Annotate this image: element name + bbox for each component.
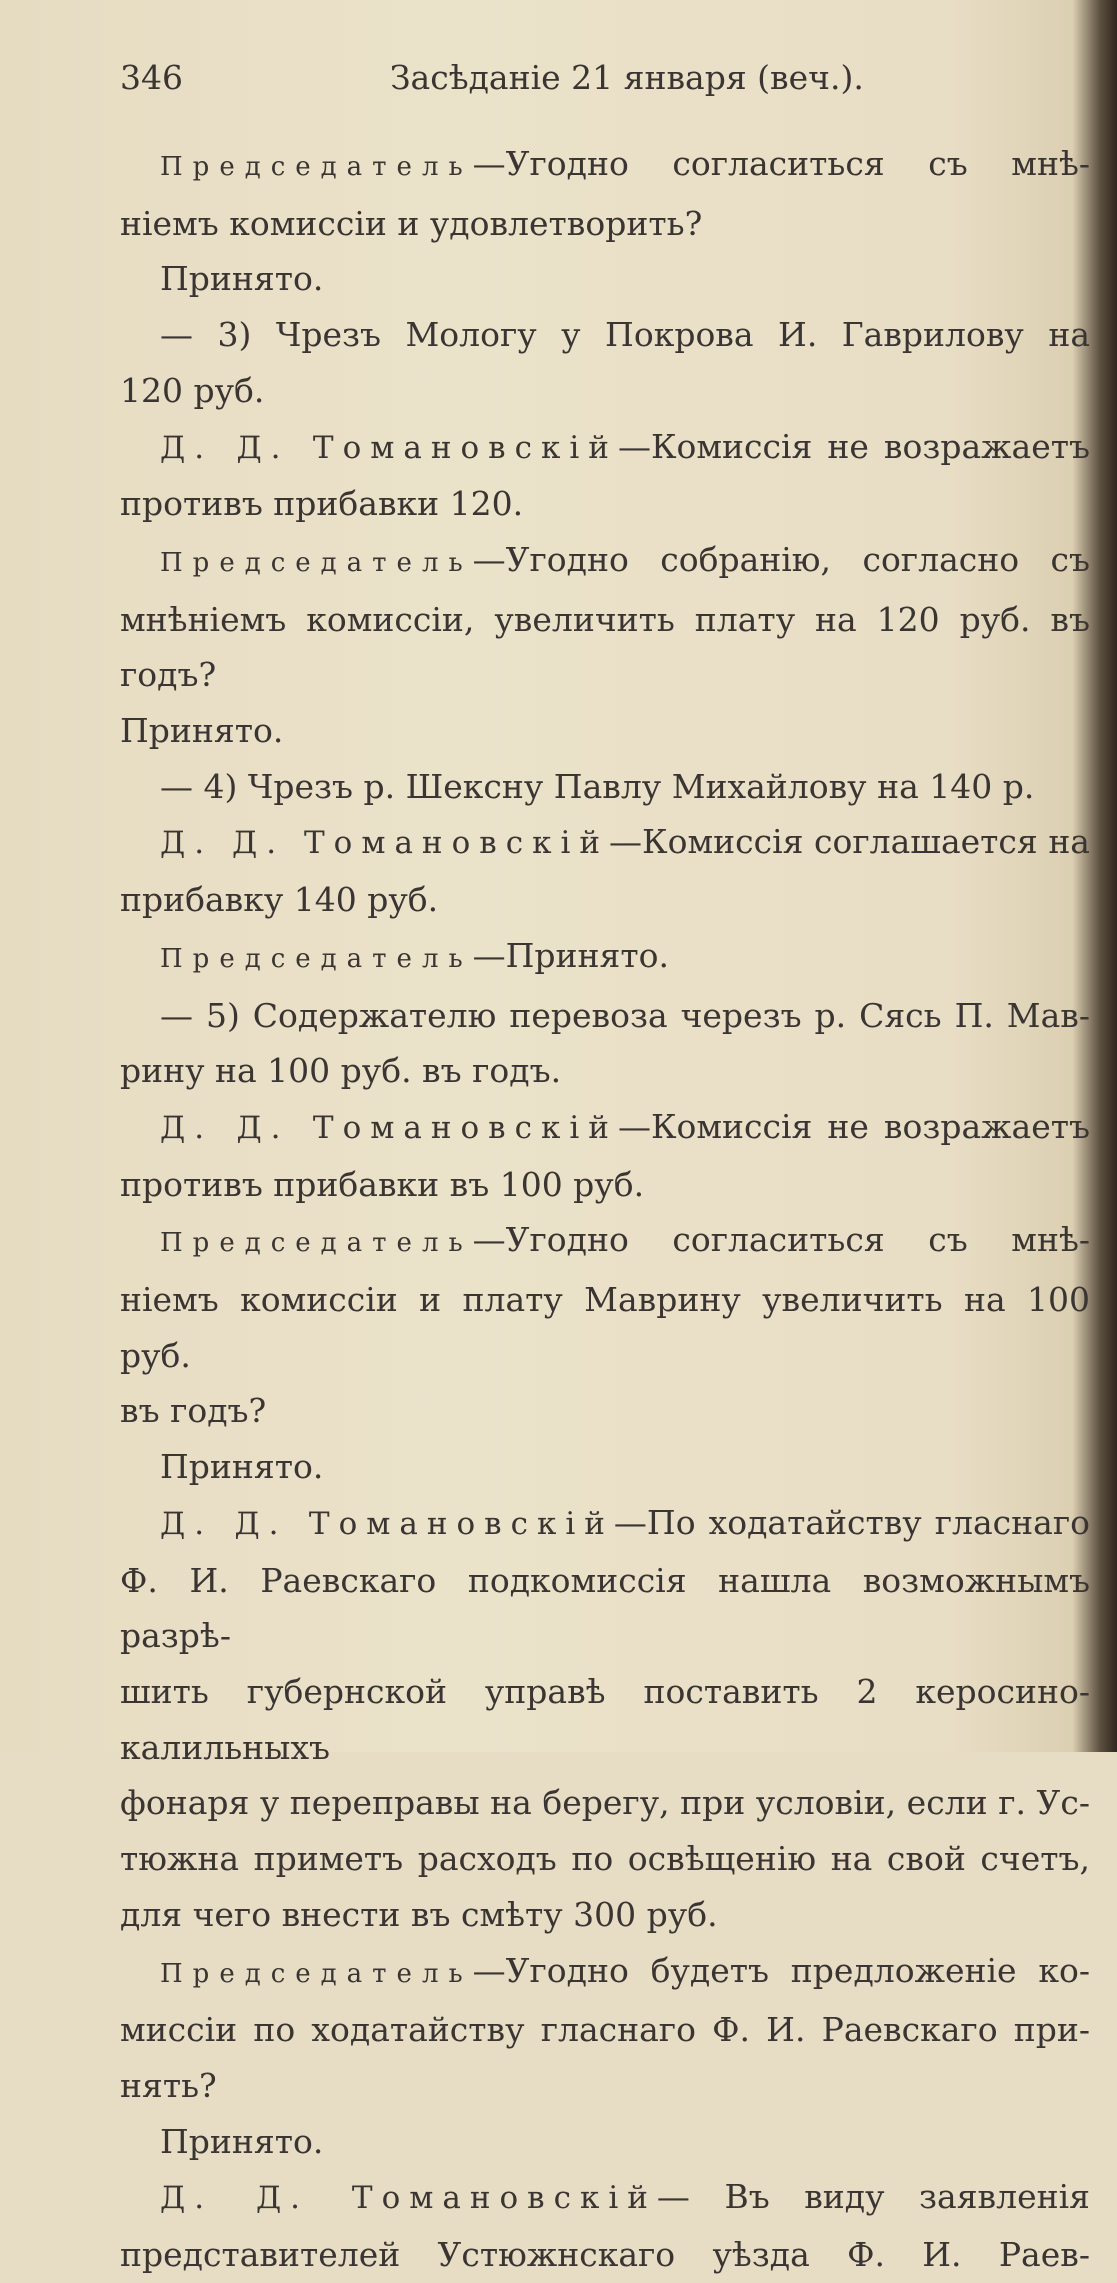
line-text: тюжна приметъ расходъ по освѣщенію на свой счетъ, (120, 1839, 1090, 1879)
text-line (120, 928, 1090, 988)
text-line (120, 2227, 1090, 2283)
line-text: ніемъ комиссіи и плату Маврину увеличить на 100 руб. (120, 1280, 1090, 1375)
line-text: —Угодно собранію, согласно съ (472, 539, 1090, 579)
line-text: — 5) Содержателю перевоза черезъ р. Сясь П. Мав- (160, 995, 1090, 1035)
text-line (120, 196, 1090, 252)
text-line (120, 2002, 1090, 2058)
text-line (120, 1043, 1090, 1099)
line-text: —Комиссія соглашается на (609, 822, 1090, 862)
text-line (120, 307, 1090, 363)
line-text: —Угодно будетъ предложеніе ко- (472, 1950, 1090, 1990)
line-text: —Комиссія не возражаетъ (617, 426, 1090, 466)
line-text: представителей Устюжнскаго уѣзда Ф. И. Раев- (120, 2235, 1090, 2275)
line-text: — 3) Чрезъ Мологу у Покрова И. Гаврилову на (160, 315, 1090, 355)
line-text: —Угодно согласиться съ мнѣ- (472, 1220, 1090, 1260)
line-text: 120 руб. (120, 370, 265, 410)
text-line (120, 1212, 1090, 1272)
text-line (120, 1495, 1090, 1553)
text-line (120, 872, 1090, 928)
text-line (120, 2169, 1090, 2227)
text-line (120, 592, 1090, 703)
line-text: Принято. (160, 259, 324, 299)
text-line (120, 1943, 1090, 2003)
text-line (120, 2058, 1090, 2114)
text-line (120, 2114, 1090, 2170)
text-line (120, 136, 1090, 196)
text-line (120, 1887, 1090, 1943)
page-number: 346 (120, 58, 183, 97)
text-line (120, 476, 1090, 532)
text-line (120, 1383, 1090, 1439)
line-text: фонаря у переправы на берегу, при условіи, если г. Ус- (120, 1783, 1090, 1823)
line-text: Принято. (160, 1447, 324, 1487)
line-text: — 4) Чрезъ р. Шексну Павлу Михайлову на 140 р. (160, 766, 1035, 806)
speaker-name: Д. Д. Томановскій (160, 1109, 618, 1146)
line-text: противъ прибавки въ 100 руб. (120, 1164, 645, 1204)
line-text: —Комиссія не возражаетъ (617, 1106, 1090, 1146)
speaker-name: Председатель (160, 547, 473, 578)
line-text: въ годъ? (120, 1391, 267, 1431)
line-text: —Угодно согласиться съ мнѣ- (472, 144, 1090, 183)
text-line (120, 703, 1090, 759)
text-line (120, 1157, 1090, 1213)
line-text: нять? (120, 2065, 217, 2105)
line-text: шить губернской управѣ поставить 2 керосино-калильныхъ (120, 1671, 1090, 1767)
running-header (120, 58, 940, 108)
line-text: — Въ виду заявленія (656, 2177, 1090, 2217)
line-text: —По ходатайству гласнаго (613, 1502, 1090, 1542)
speaker-name: Д. Д. Томановскій (160, 429, 618, 466)
text-line (120, 1775, 1090, 1831)
text-line (120, 814, 1090, 872)
text-line (120, 1099, 1090, 1157)
text-line (120, 759, 1090, 815)
line-text: рину на 100 руб. въ годъ. (120, 1051, 562, 1091)
running-title: Засѣданіе 21 января (веч.). (390, 58, 864, 97)
speaker-name: Председатель (160, 152, 473, 182)
speaker-name: Председатель (160, 1228, 473, 1259)
line-text: Ф. И. Раевскаго подкомиссія нашла возможнымъ разрѣ- (120, 1560, 1090, 1656)
speaker-name: Председатель (160, 943, 473, 974)
text-line (120, 363, 1090, 419)
line-text: Принято. (160, 2121, 324, 2161)
text-line (120, 1553, 1090, 1664)
line-text: прибавку 140 руб. (120, 880, 439, 920)
line-text: миссіи по ходатайству гласнаго Ф. И. Раевскаго при- (120, 2010, 1090, 2050)
text-line (120, 988, 1090, 1044)
line-text: ніемъ комиссіи и удовлетворить? (120, 203, 703, 243)
line-text: для чего внести въ смѣту 300 руб. (120, 1894, 718, 1934)
line-text: Принято. (120, 711, 284, 751)
text-line (120, 1664, 1090, 1775)
text-line (120, 419, 1090, 477)
text-line (120, 1272, 1090, 1383)
line-text: противъ прибавки 120. (120, 484, 524, 524)
speaker-name: Д. Д. Томановскій (160, 825, 610, 862)
text-line (120, 1439, 1090, 1495)
speaker-name: Д. Д. Томановскій (160, 1505, 614, 1542)
speaker-name: Д. Д. Томановскій (160, 2180, 657, 2217)
text-line (120, 251, 1090, 307)
text-line (120, 532, 1090, 592)
line-text: —Принято. (472, 935, 669, 975)
text-line (120, 1831, 1090, 1887)
body-text (120, 136, 1090, 2283)
line-text: мнѣніемъ комиссіи, увеличить плату на 120 руб. въ годъ? (120, 599, 1090, 695)
speaker-name: Председатель (160, 1958, 473, 1989)
